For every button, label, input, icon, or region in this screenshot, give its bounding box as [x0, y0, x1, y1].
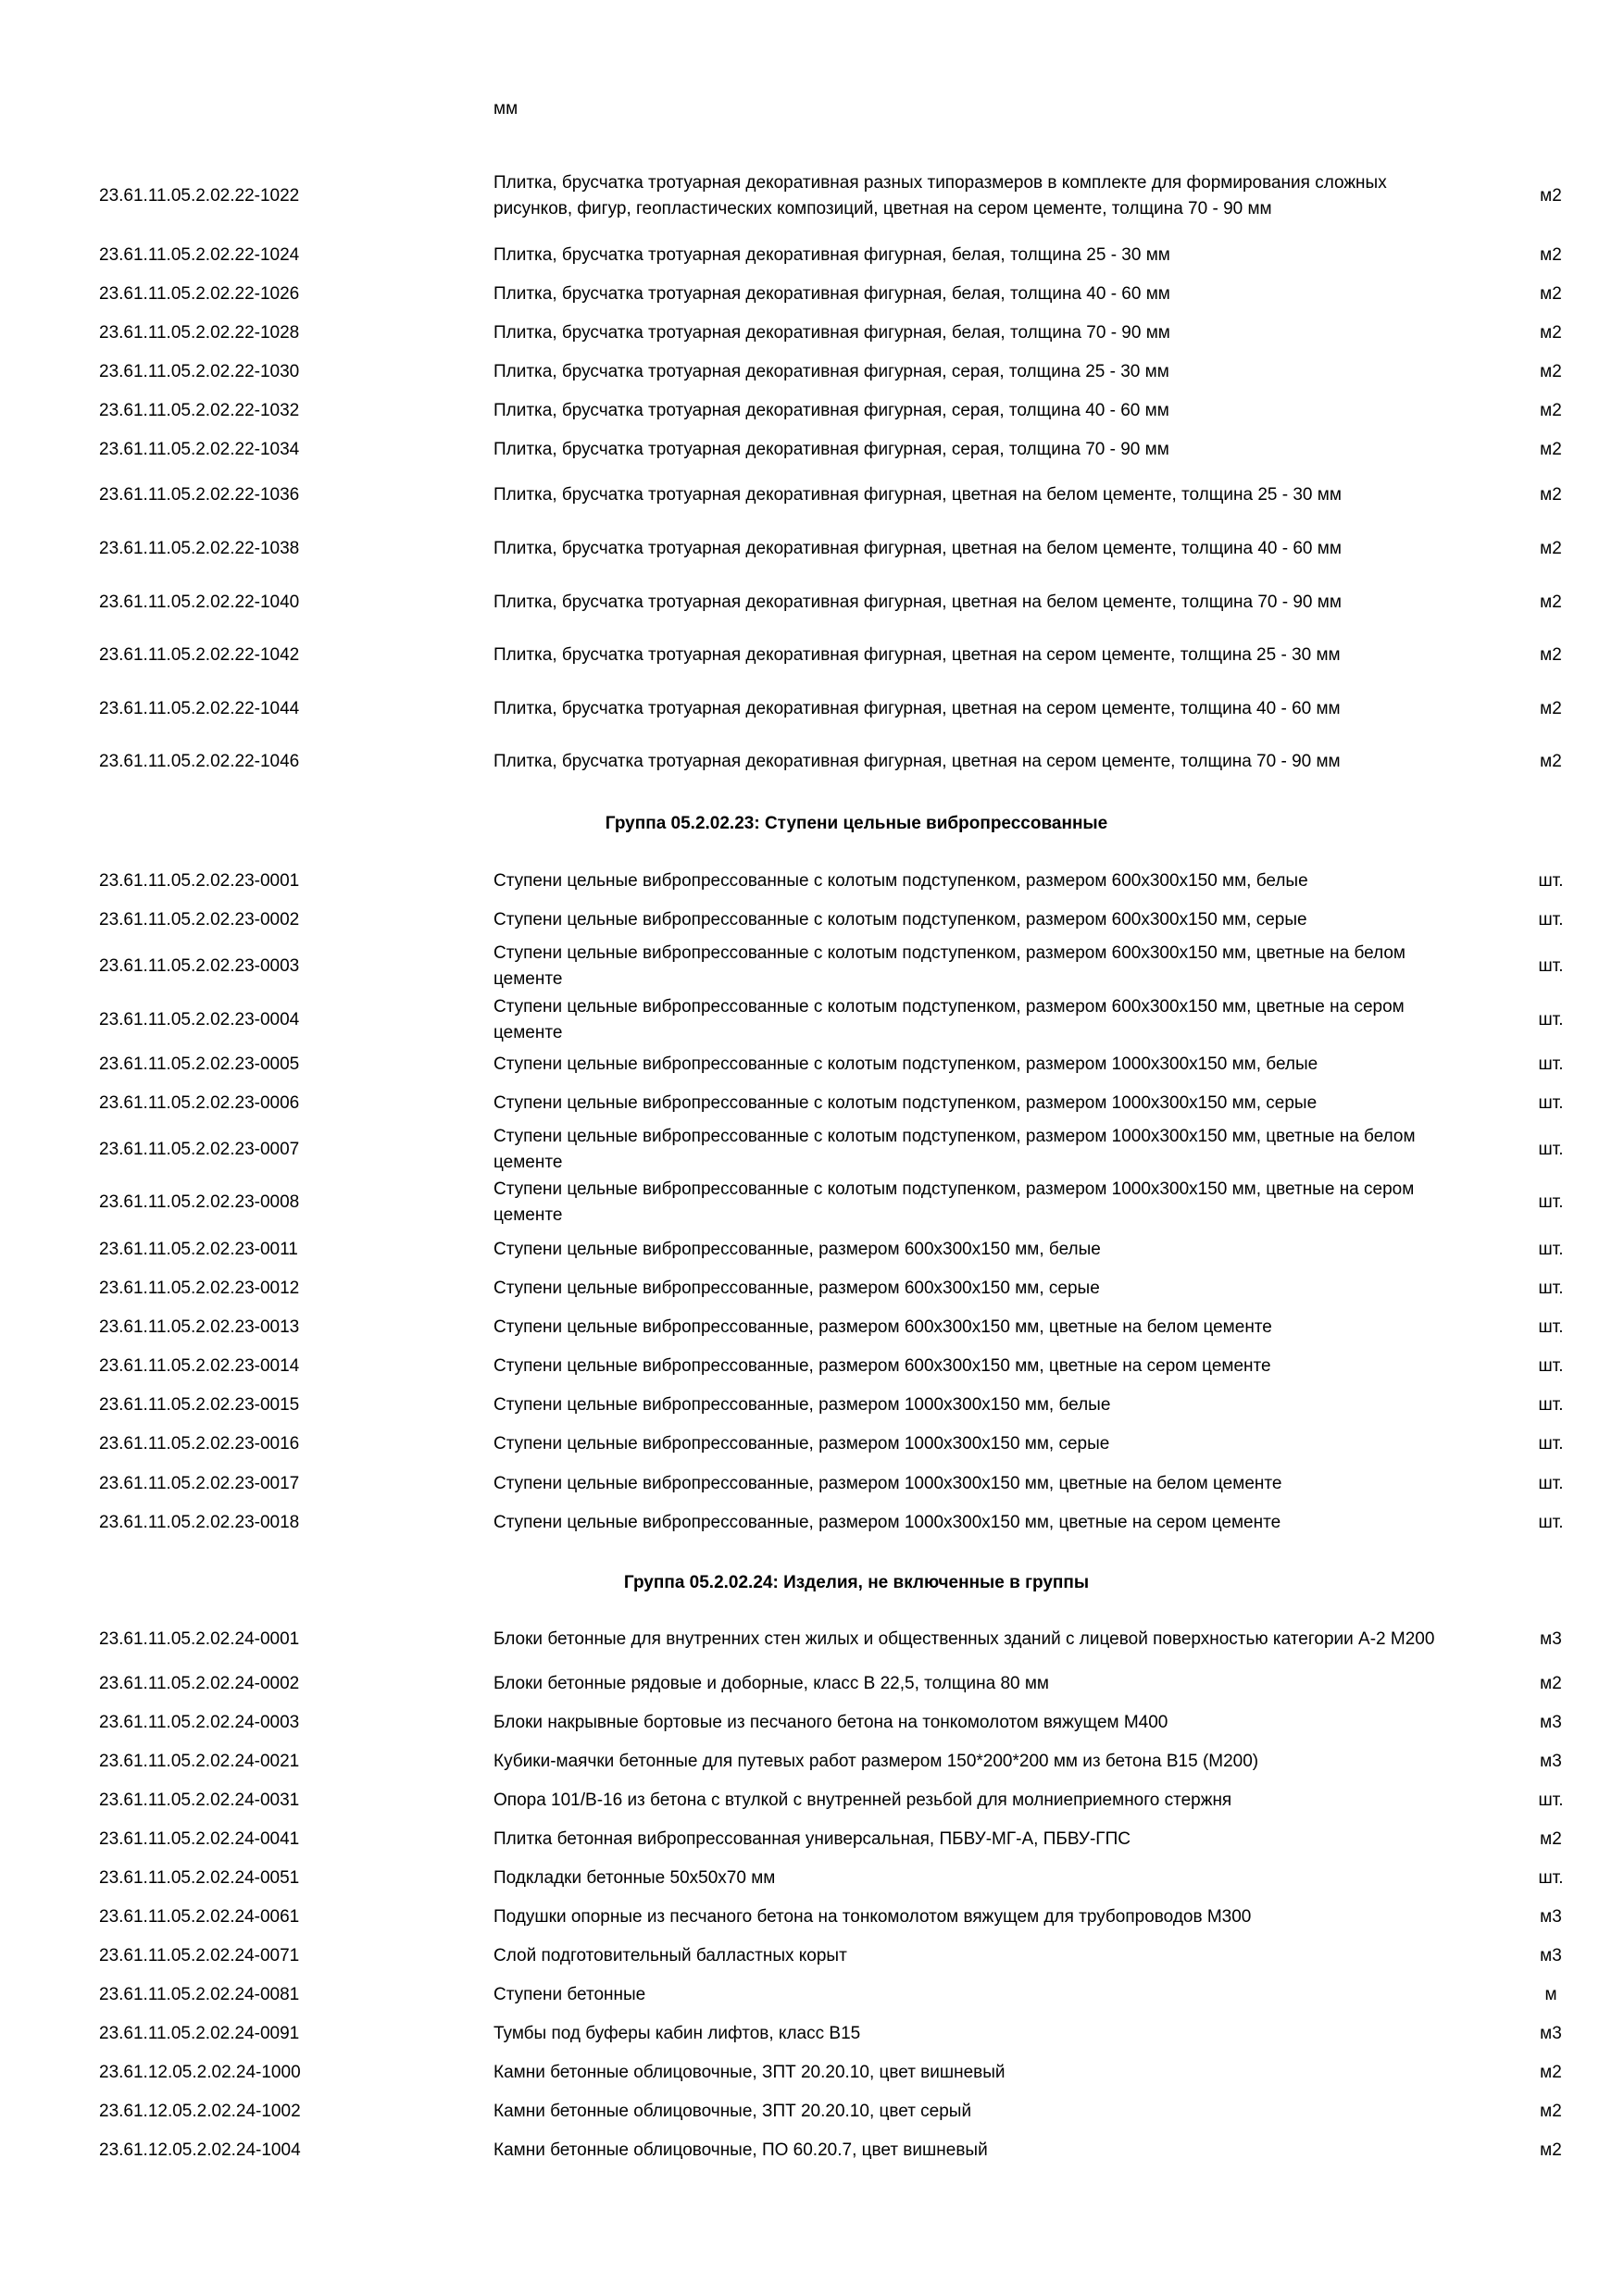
item-unit: шт.: [1538, 1192, 1564, 1212]
item-code: 23.61.11.05.2.02.23-0003: [99, 956, 300, 976]
item-description: Плитка, брусчатка тротуарная декоративная фигурная, цветная на белом цементе, толщина 70 - 90 мм: [493, 593, 1342, 612]
item-description: Ступени цельные вибропрессованные с колотым подступенком, размером 600х300х150 мм, цветные на белом цементе: [493, 943, 1405, 989]
item-description: Камни бетонные облицовочные, ПО 60.20.7, цвет вишневый: [493, 2140, 988, 2160]
item-description: Ступени бетонные: [493, 1985, 646, 2004]
item-description: Кубики-маячки бетонные для путевых работ размером 150*200*200 мм из бетона В15 (М200): [493, 1752, 1259, 1771]
item-unit: м3: [1540, 1713, 1562, 1732]
item-description: Плитка, брусчатка тротуарная декоративная разных типоразмеров в комплекте для формирования сложных рисунков, фигур, геопластических композиций, цветная на сером цементе, толщина 70 - 90 мм: [493, 173, 1387, 218]
item-description: Камни бетонные облицовочные, ЗПТ 20.20.10, цвет серый: [493, 2102, 972, 2121]
item-unit: м3: [1540, 1629, 1562, 1649]
item-code: 23.61.11.05.2.02.22-1028: [99, 323, 300, 343]
item-code: 23.61.11.05.2.02.24-0071: [99, 1946, 300, 1965]
item-unit: м2: [1540, 699, 1562, 718]
item-description: Плитка, брусчатка тротуарная декоративная фигурная, цветная на сером цементе, толщина 40 - 60 мм: [493, 699, 1341, 718]
item-description: Плитка бетонная вибропрессованная универсальная, ПБВУ-МГ-А, ПБВУ-ГПС: [493, 1829, 1131, 1849]
item-unit: м2: [1540, 1674, 1562, 1693]
item-description: Плитка, брусчатка тротуарная декоративная фигурная, серая, толщина 40 - 60 мм: [493, 401, 1169, 420]
item-code: 23.61.11.05.2.02.23-0012: [99, 1279, 300, 1298]
item-description: Тумбы под буферы кабин лифтов, класс В15: [493, 2024, 861, 2043]
item-code: 23.61.11.05.2.02.23-0015: [99, 1395, 300, 1415]
item-unit: шт.: [1538, 1240, 1564, 1259]
item-unit: м2: [1540, 1829, 1562, 1849]
item-description: Плитка, брусчатка тротуарная декоративная фигурная, белая, толщина 70 - 90 мм: [493, 323, 1170, 343]
item-description: Ступени цельные вибропрессованные, размером 600х300х150 мм, цветные на белом цементе: [493, 1317, 1272, 1337]
item-code: 23.61.11.05.2.02.22-1036: [99, 485, 300, 505]
item-unit: шт.: [1538, 1356, 1564, 1376]
item-description: Плитка, брусчатка тротуарная декоративная фигурная, белая, толщина 25 - 30 мм: [493, 245, 1170, 265]
table-row: [0, 681, 1624, 737]
continuation-text: мм: [493, 99, 518, 119]
item-description: Ступени цельные вибропрессованные с колотым подступенком, размером 600х300х150 мм, цветные на сером цементе: [493, 997, 1405, 1042]
table-row: [0, 628, 1624, 683]
item-code: 23.61.11.05.2.02.22-1022: [99, 186, 300, 206]
item-unit: м3: [1540, 1946, 1562, 1965]
item-description: Ступени цельные вибропрессованные, размером 1000х300х150 мм, цветные на белом цементе: [493, 1474, 1282, 1493]
item-description: Ступени цельные вибропрессованные, размером 1000х300х150 мм, серые: [493, 1434, 1110, 1454]
item-code: 23.61.11.05.2.02.22-1046: [99, 752, 300, 771]
item-description: Плитка, брусчатка тротуарная декоративная фигурная, серая, толщина 70 - 90 мм: [493, 440, 1169, 459]
item-code: 23.61.12.05.2.02.24-1000: [99, 2063, 301, 2082]
item-code: 23.61.11.05.2.02.22-1030: [99, 362, 300, 381]
item-unit: м2: [1540, 752, 1562, 771]
item-description: Камни бетонные облицовочные, ЗПТ 20.20.10, цвет вишневый: [493, 2063, 1006, 2082]
item-code: 23.61.11.05.2.02.22-1024: [99, 245, 300, 265]
item-code: 23.61.11.05.2.02.23-0002: [99, 910, 300, 930]
table-row: [0, 1122, 1624, 1178]
item-description: Блоки накрывные бортовые из песчаного бетона на тонкомолотом вяжущем М400: [493, 1713, 1168, 1732]
table-row: [0, 2123, 1624, 2178]
item-unit: шт.: [1538, 1054, 1564, 1074]
item-code: 23.61.11.05.2.02.23-0007: [99, 1140, 300, 1159]
item-code: 23.61.12.05.2.02.24-1002: [99, 2102, 301, 2121]
item-code: 23.61.11.05.2.02.24-0061: [99, 1907, 300, 1927]
item-unit: шт.: [1538, 910, 1564, 930]
table-row: [0, 734, 1624, 790]
item-code: 23.61.11.05.2.02.24-0031: [99, 1791, 300, 1810]
table-row: [0, 575, 1624, 630]
group-heading: Группа 05.2.02.23: Ступени цельные вибропрессованные: [605, 814, 1108, 833]
item-code: 23.61.11.05.2.02.23-0017: [99, 1474, 300, 1493]
item-description: Плитка, брусчатка тротуарная декоративная фигурная, цветная на белом цементе, толщина 40 - 60 мм: [493, 539, 1342, 558]
item-code: 23.61.11.05.2.02.23-0008: [99, 1192, 300, 1212]
item-unit: м2: [1540, 186, 1562, 206]
item-unit: шт.: [1538, 1791, 1564, 1810]
item-description: Ступени цельные вибропрессованные с колотым подступенком, размером 1000х300х150 мм, серые: [493, 1093, 1318, 1113]
item-description: Опора 101/В-16 из бетона с втулкой с внутренней резьбой для молниеприемного стержня: [493, 1791, 1232, 1810]
item-code: 23.61.11.05.2.02.24-0001: [99, 1629, 300, 1649]
item-code: 23.61.11.05.2.02.23-0005: [99, 1054, 300, 1074]
table-row: [0, 1495, 1624, 1551]
item-unit: шт.: [1538, 956, 1564, 976]
item-description: Слой подготовительный балластных корыт: [493, 1946, 847, 1965]
item-code: 23.61.11.05.2.02.23-0011: [99, 1240, 298, 1259]
item-unit: м: [1544, 1985, 1557, 2004]
item-code: 23.61.11.05.2.02.22-1044: [99, 699, 300, 718]
item-description: Плитка, брусчатка тротуарная декоративная фигурная, цветная на сером цементе, толщина 25 - 30 мм: [493, 645, 1341, 665]
item-code: 23.61.11.05.2.02.23-0014: [99, 1356, 300, 1376]
item-unit: м2: [1540, 440, 1562, 459]
item-description: Блоки бетонные рядовые и доборные, класс В 22,5, толщина 80 мм: [493, 1674, 1049, 1693]
item-description: Ступени цельные вибропрессованные, размером 600х300х150 мм, белые: [493, 1240, 1101, 1259]
item-unit: шт.: [1538, 1140, 1564, 1159]
item-code: 23.61.11.05.2.02.23-0006: [99, 1093, 300, 1113]
item-unit: шт.: [1538, 1279, 1564, 1298]
item-code: 23.61.11.05.2.02.22-1042: [99, 645, 300, 665]
item-description: Плитка, брусчатка тротуарная декоративная фигурная, цветная на белом цементе, толщина 25 - 30 мм: [493, 485, 1342, 505]
item-description: Плитка, брусчатка тротуарная декоративная фигурная, белая, толщина 40 - 60 мм: [493, 284, 1170, 304]
item-code: 23.61.11.05.2.02.23-0018: [99, 1513, 300, 1532]
item-description: Ступени цельные вибропрессованные, размером 1000х300х150 мм, цветные на сером цементе: [493, 1513, 1281, 1532]
item-description: Ступени цельные вибропрессованные, размером 1000х300х150 мм, белые: [493, 1395, 1111, 1415]
item-code: 23.61.11.05.2.02.22-1040: [99, 593, 300, 612]
item-unit: м3: [1540, 2024, 1562, 2043]
item-code: 23.61.11.05.2.02.24-0091: [99, 2024, 300, 2043]
item-unit: м2: [1540, 485, 1562, 505]
item-unit: м2: [1540, 645, 1562, 665]
item-unit: шт.: [1538, 1010, 1564, 1029]
item-unit: м2: [1540, 323, 1562, 343]
item-description: Ступени цельные вибропрессованные с колотым подступенком, размером 1000х300х150 мм, цветные на белом цементе: [493, 1127, 1416, 1172]
item-unit: м2: [1540, 245, 1562, 265]
item-description: Ступени цельные вибропрессованные с колотым подступенком, размером 1000х300х150 мм, цветные на сером цементе: [493, 1179, 1415, 1225]
item-code: 23.61.11.05.2.02.23-0013: [99, 1317, 300, 1337]
table-row: [0, 168, 1624, 224]
item-unit: м3: [1540, 1907, 1562, 1927]
table-row: [0, 521, 1624, 577]
item-unit: шт.: [1538, 1434, 1564, 1454]
item-description: Ступени цельные вибропрессованные, размером 600х300х150 мм, цветные на сером цементе: [493, 1356, 1271, 1376]
item-description: Блоки бетонные для внутренних стен жилых и общественных зданий с лицевой поверхностью категории А-2 М200: [493, 1629, 1435, 1649]
item-unit: шт.: [1538, 871, 1564, 891]
item-description: Плитка, брусчатка тротуарная декоративная фигурная, цветная на сером цементе, толщина 70 - 90 мм: [493, 752, 1341, 771]
item-description: Ступени цельные вибропрессованные с колотым подступенком, размером 600х300х150 мм, белые: [493, 871, 1308, 891]
item-unit: м2: [1540, 2063, 1562, 2082]
item-description: Ступени цельные вибропрессованные с колотым подступенком, размером 600х300х150 мм, серые: [493, 910, 1307, 930]
item-unit: м2: [1540, 2140, 1562, 2160]
item-unit: шт.: [1538, 1093, 1564, 1113]
item-code: 23.61.11.05.2.02.24-0051: [99, 1868, 300, 1888]
item-unit: шт.: [1538, 1317, 1564, 1337]
item-code: 23.61.11.05.2.02.22-1034: [99, 440, 300, 459]
item-code: 23.61.11.05.2.02.24-0081: [99, 1985, 300, 2004]
item-code: 23.61.12.05.2.02.24-1004: [99, 2140, 301, 2160]
item-code: 23.61.11.05.2.02.23-0016: [99, 1434, 300, 1454]
item-unit: шт.: [1538, 1513, 1564, 1532]
table-row: [0, 468, 1624, 523]
item-description: Подушки опорные из песчаного бетона на тонкомолотом вяжущем для трубопроводов М300: [493, 1907, 1252, 1927]
item-unit: м2: [1540, 2102, 1562, 2121]
item-unit: шт.: [1538, 1868, 1564, 1888]
item-description: Подкладки бетонные 50х50х70 мм: [493, 1868, 776, 1888]
item-code: 23.61.11.05.2.02.24-0002: [99, 1674, 300, 1693]
item-unit: шт.: [1538, 1395, 1564, 1415]
group-heading: Группа 05.2.02.24: Изделия, не включенные в группы: [623, 1573, 1090, 1592]
item-unit: м3: [1540, 1752, 1562, 1771]
item-unit: м2: [1540, 593, 1562, 612]
item-code: 23.61.11.05.2.02.22-1026: [99, 284, 300, 304]
item-code: 23.61.11.05.2.02.24-0003: [99, 1713, 300, 1732]
item-unit: м2: [1540, 539, 1562, 558]
item-description: Плитка, брусчатка тротуарная декоративная фигурная, серая, толщина 25 - 30 мм: [493, 362, 1169, 381]
item-unit: шт.: [1538, 1474, 1564, 1493]
item-code: 23.61.11.05.2.02.22-1032: [99, 401, 300, 420]
item-code: 23.61.11.05.2.02.22-1038: [99, 539, 300, 558]
item-code: 23.61.11.05.2.02.23-0004: [99, 1010, 300, 1029]
item-unit: м2: [1540, 362, 1562, 381]
item-description: Ступени цельные вибропрессованные, размером 600х300х150 мм, серые: [493, 1279, 1100, 1298]
table-row: [0, 939, 1624, 994]
item-description: Ступени цельные вибропрессованные с колотым подступенком, размером 1000х300х150 мм, белые: [493, 1054, 1318, 1074]
item-unit: м2: [1540, 284, 1562, 304]
item-unit: м2: [1540, 401, 1562, 420]
item-code: 23.61.11.05.2.02.24-0021: [99, 1752, 300, 1771]
item-code: 23.61.11.05.2.02.24-0041: [99, 1829, 300, 1849]
item-code: 23.61.11.05.2.02.23-0001: [99, 871, 300, 891]
